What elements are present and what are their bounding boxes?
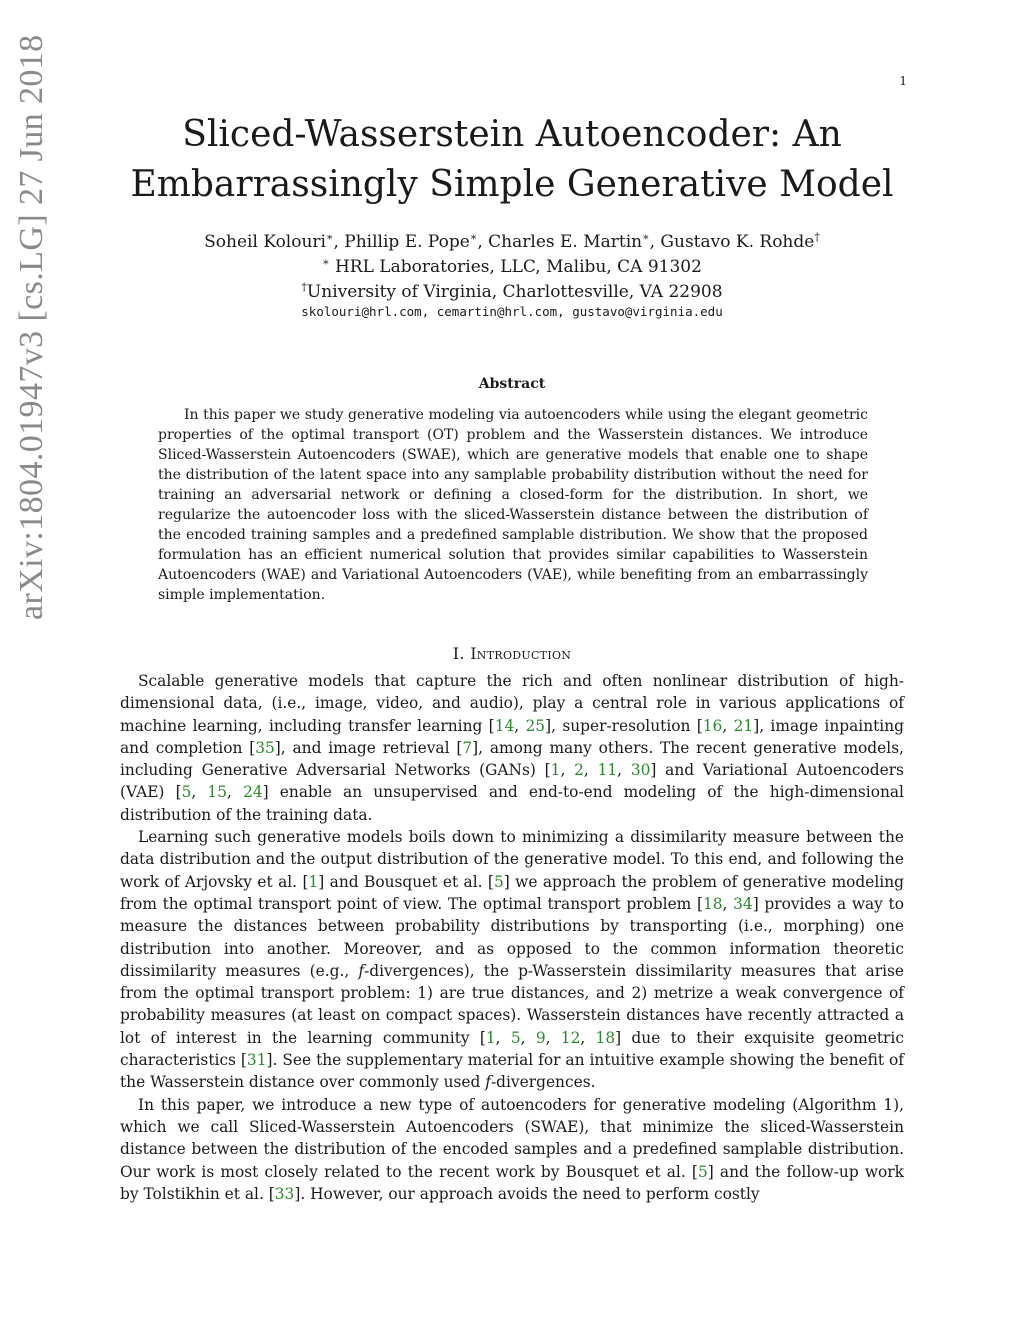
author-block bbox=[100, 230, 924, 305]
citation-link[interactable]: 24 bbox=[243, 783, 263, 802]
citation-link[interactable]: 35 bbox=[255, 738, 275, 757]
paragraph-3: In this paper, we introduce a new type of autoencoders for generative modeling (Algorithm 1), which we call Sliced-Wasserstein Autoencoders (SWAE), that minimize the sliced-Wasserstein distance between the distribution of the encoded samples and a predefined samplable distribution. Our work is most closely related to the recent work by Bousquet et al. [5] and the follow-up work by Tolstikhin et al. [33]. However, our approach avoids the need to perform costly bbox=[120, 1095, 904, 1203]
author-4-mark: † bbox=[814, 230, 820, 244]
citation-link[interactable]: 5 bbox=[493, 872, 504, 891]
body-text bbox=[120, 670, 904, 1205]
citation-link[interactable]: 5 bbox=[181, 783, 192, 802]
author-2: Phillip E. Pope bbox=[344, 232, 470, 252]
citation-link[interactable]: 34 bbox=[733, 894, 753, 913]
citation-link[interactable]: 1 bbox=[308, 872, 319, 891]
author-1: Soheil Kolouri bbox=[204, 232, 326, 252]
abstract-heading: Abstract bbox=[478, 376, 546, 392]
citation-link[interactable]: 5 bbox=[510, 1028, 521, 1047]
math-f: f bbox=[358, 961, 365, 980]
paragraph-2: Learning such generative models boils down to minimizing a dissimilarity measure between the data distribution and the output distribution of the generative model. To this end, and following the work of Arjovsky et al. [1] and Bousquet et al. [5] we approach the problem of generative modeling from the optimal transport point of view. The optimal transport problem [18, 34] provides a way to measure the distances between probability distributions by transporting (i.e., morphing) one distribution into another. Moreover, and as opposed to the common information theoretic dissimilarity measures (e.g., f-divergences), the p-Wasserstein dissimilarity measures that arise from the optimal transport problem: 1) are true distances, and 2) metrize a weak convergence of probability measures (at least on compact spaces). Wasserstein distances have recently attracted a lot of interest in the learning community [1, 5, 9, 12, 18] due to their exquisite geometric characteristics [31]. See the supplementary material for an intuitive example showing the benefit of the Wasserstein distance over commonly used f-divergences. bbox=[120, 828, 905, 1092]
citation-link[interactable]: 16 bbox=[702, 716, 723, 735]
author-1-mark: ∗ bbox=[326, 230, 334, 244]
citation-link[interactable]: 30 bbox=[630, 761, 651, 780]
author-3: Charles E. Martin bbox=[488, 232, 643, 252]
citation-link[interactable]: 5 bbox=[697, 1162, 708, 1181]
affiliation-1: ∗ HRL Laboratories, LLC, Malibu, CA 91302 bbox=[322, 255, 702, 277]
author-3-mark: ∗ bbox=[642, 230, 650, 244]
section-heading bbox=[100, 644, 924, 663]
citation-link[interactable]: 21 bbox=[733, 716, 754, 735]
page-number: 1 bbox=[899, 74, 907, 88]
author-names: Soheil Kolouri∗, Phillip E. Pope∗, Charles E. Martin∗, Gustavo K. Rohde† bbox=[204, 230, 820, 252]
arxiv-stamp: arXiv:1804.01947v3 [cs.LG] 27 Jun 2018 bbox=[13, 34, 50, 620]
author-2-mark: ∗ bbox=[469, 230, 478, 244]
citation-link[interactable]: 11 bbox=[597, 761, 618, 780]
title-line-2: Embarrassingly Simple Generative Model bbox=[130, 164, 894, 205]
citation-link[interactable]: 14 bbox=[494, 716, 515, 735]
author-4: Gustavo K. Rohde bbox=[660, 232, 815, 252]
citation-link[interactable]: 7 bbox=[462, 738, 473, 757]
citation-link[interactable]: 9 bbox=[535, 1028, 546, 1047]
paper-title bbox=[100, 110, 924, 210]
citation-link[interactable]: 31 bbox=[246, 1051, 267, 1070]
paragraph-1: Scalable generative models that capture the rich and often nonlinear distribution of high-dimensional data, (i.e., image, video, and audio), play a central role in various applications of machine learning, including transfer learning [14, 25], super-resolution [16, 21], image inpainting and completion [35], and image retrieval [7], among many others. The recent generative models, including Generative Adversarial Networks (GANs) [1, 2, 11, 30] and Variational Autoencoders (VAE) [5, 15, 24] enable an unsupervised and end-to-end modeling of the high-dimensional distribution of the training data. bbox=[120, 672, 904, 824]
section-title: Introduction bbox=[470, 644, 572, 663]
citation-link[interactable]: 2 bbox=[574, 761, 584, 780]
citation-link[interactable]: 15 bbox=[207, 783, 228, 802]
citation-link[interactable]: 18 bbox=[702, 894, 723, 913]
abstract-text: In this paper we study generative modeling via autoencoders while using the elegant geometric properties of the optimal transport (OT) problem and the Wasserstein distances. We introduce Sliced-Wasserstein Autoencoders (SWAE), which are generative models that enable one to shape the distribution of the latent space into any samplable probability distribution without the need for training an adversarial network or defining a closed-form for the distribution. In short, we regularize the autoencoder loss with the sliced-Wasserstein distance between the distribution of the encoded training samples and a predefined samplable distribution. We show that the proposed formulation has an efficient numerical solution that provides similar capabilities to Wasserstein Autoencoders (WAE) and Variational Autoencoders (VAE), while benefiting from an embarrassingly simple implementation. bbox=[158, 407, 868, 603]
citation-link[interactable]: 1 bbox=[485, 1028, 496, 1047]
author-emails: skolouri@hrl.com, cemartin@hrl.com, gustavo@virginia.edu bbox=[301, 304, 723, 319]
title-line-1: Sliced-Wasserstein Autoencoder: An bbox=[182, 114, 842, 155]
citation-link[interactable]: 1 bbox=[550, 761, 561, 780]
citation-link[interactable]: 12 bbox=[560, 1028, 581, 1047]
citation-link[interactable]: 33 bbox=[274, 1184, 295, 1203]
math-f: f bbox=[485, 1073, 491, 1092]
citation-link[interactable]: 18 bbox=[595, 1028, 616, 1047]
affiliation-2: †University of Virginia, Charlottesville, VA 22908 bbox=[301, 280, 723, 302]
abstract bbox=[158, 405, 868, 605]
section-number: I. bbox=[452, 644, 465, 663]
citation-link[interactable]: 25 bbox=[525, 716, 546, 735]
